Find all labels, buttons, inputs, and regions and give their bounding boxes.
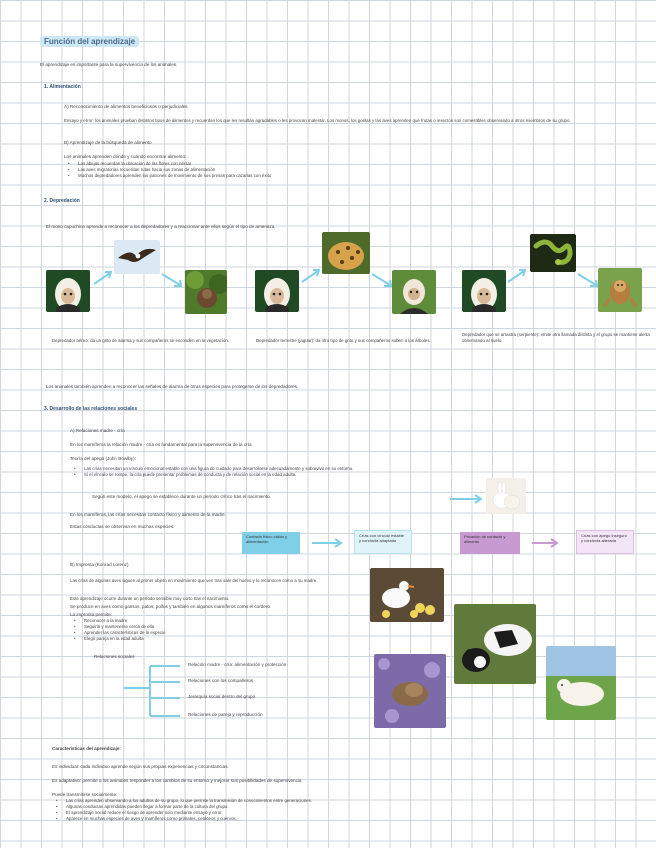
jaguar-photo [322,232,370,274]
relaciones-connector [120,660,184,720]
flow-box-contacto: Contacto físico cálido y alimentación [242,532,300,554]
s3-line-3: Teoría del apego (John Bowlby): [70,456,136,461]
impronta-list-label: La impronta permite: [70,612,113,617]
s4-bullet-list [52,798,312,822]
capuchin-alert-photo [392,270,436,314]
list-item: • Algunas conductas aprendidas pueden llegar a formar parte de la cultura del grupo. [52,804,312,810]
s3-line-4: Según este modelo, el apego se establece durante un período crítico tras el nacimiento. [92,494,272,499]
geese-photo [370,568,444,622]
rabbits-photo [486,478,526,514]
arrow-icon [310,538,344,548]
arrow-icon [300,268,322,284]
list-item: • Aprender las características de la especie [70,630,166,636]
arrow-icon [576,272,600,288]
s2-intro: El mono capuchino aprende a reconocer a los depredadores y a reaccionar ante ellos según el tipo de amenaza. [46,224,276,229]
rabbit-nest-photo [374,654,446,728]
list-item: • Elegir pareja en la edad adulta [70,636,166,642]
s3-bullet-list [70,466,353,478]
s1-paragraph: Ensayo y error: los animales prueban distintos tipos de alimentos y recuerdan los que les resultan agradables o les provocan malestar. Los monos, los gorilas y las aves aprenden qué frutas o insectos son comestibles observando a otros miembros de su grupo. [64,118,571,123]
list-item: • Aparece en muchas especies de aves y mamíferos como primates, cetáceos y cuervos. [52,816,312,822]
page-title: Función del aprendizaje [40,36,139,47]
arrow-icon [160,272,184,288]
list-item: • Reconocer a la madre [70,618,166,624]
caracteristica-3: Puede transmitirse socialmente: [52,792,118,797]
caracteristica-2: Es adaptativo: permite a los animales responder a los cambios de su entorno y mejorar sus posibilidades de supervivencia. [52,778,303,783]
impronta-paragraph-1: Las crías de algunas aves siguen al primer objeto en movimiento que ven tras salir del huevo y lo reconocen como a su madre. [70,578,318,583]
flow-box-vinculo: Crías con vínculo estable y conducta adaptada [354,530,412,554]
caption-aereo: Depredador aéreo: da un grito de alarma y sus compañeros se esconden en la vegetación. [52,338,229,343]
arrow-icon [92,270,114,286]
section-heading-relaciones: 3. Desarrollo de las relaciones sociales [44,406,138,412]
s1-line-2: B) Aprendizaje de la búsqueda de alimento [64,140,152,145]
s3-line-1: A) Relaciones madre - cría [70,428,125,433]
list-item: • El aprendizaje social reduce el riesgo de aprender solo mediante ensayo y error. [52,810,312,816]
s1-line-1: A) Reconocimiento de alimentos beneficiosos o perjudiciales [64,104,188,109]
s3-line-6: Estas conductas se observan en muchas especies: [70,524,175,529]
impronta-paragraph-2: Este aprendizaje ocurre durante un período sensible muy corto tras el nacimiento. [70,596,230,601]
impronta-bullet-list [70,618,166,642]
relaciones-item: Relación madre - cría: alimentación y protección [188,662,287,667]
impronta-paragraph-3: Se produce en aves como gansos, patos, pollos y también en algunos mamíferos como el cordero. [70,604,272,609]
monkey-watching-photo [598,268,642,312]
s2-summary: Los animales también aprenden a reconocer las señales de alarma de otras especies para protegerse de los depredadores. [46,384,299,389]
arrow-icon [370,272,394,288]
caption-terrestre: Depredador terrestre (jaguar): da otro tipo de grito y sus compañeros suben a los árboles. [256,338,431,343]
arrow-icon [530,538,560,548]
list-item: • Las aves migratorias recuerdan rutas hacia sus zonas de alimentación [64,167,271,173]
arrow-icon [506,268,528,284]
flow-box-inseguro: Crías con apego inseguro y conducta alterada [576,530,634,554]
lamb-photo [546,646,616,720]
caracteristicas-heading: Características del aprendizaje: [52,746,121,751]
relaciones-item: Relaciones de pareja y reproducción [188,712,263,717]
relaciones-item: Jerarquía social dentro del grupo [188,694,256,699]
capuchin-photo [46,270,90,312]
section-heading-depredacion: 2. Depredación [44,198,80,204]
list-item: • Las crías necesitan un vínculo emocional estable con una figura de cuidado para desarrollarse adecuadamente y sobrevivir en su entorno. [70,466,353,472]
monkey-hiding-photo [185,270,227,314]
flow-box-privacion: Privación de contacto y alimento [460,532,520,554]
s3-line-2: En los mamíferos la relación madre - cría es fundamental para la supervivencia de la cría. [70,442,253,447]
list-item: • Las abejas recuerdan la ubicación de las flores con néctar [64,161,271,167]
intro-text: El aprendizaje es importante para la supervivencia de los animales. [40,62,178,67]
s3-line-5: En los mamíferos, las crías necesitan contacto físico y alimento de la madre. [70,512,227,517]
capuchin-photo [462,270,506,312]
s1-line-3: Los animales aprenden dónde y cuándo encontrar alimento: [64,154,187,159]
relaciones-item: Relaciones con los compañeros [188,678,254,683]
caracteristica-1: Es individual: cada individuo aprende según sus propias experiencias y circunstancias. [52,764,229,769]
section-heading-alimentacion: 1. Alimentación [44,84,81,90]
caption-serpiente: Depredador que se arrastra (serpiente): emite otra llamada distinta y el grupo se mantiene alerta observando al suelo. [462,332,650,343]
list-item: • Las crías aprenden observando a los adultos de su grupo, lo que permite la transmisión de conocimientos entre generaciones. [52,798,312,804]
list-item: • Seguirla y mantenerse cerca de ella [70,624,166,630]
list-item: • Si el vínculo se rompe, la cría puede presentar problemas de conducta y de relación social en la edad adulta. [70,472,353,478]
relaciones-label: Relaciones sociales [94,654,135,659]
impronta-title: B) Impronta (Konrad Lorenz) [70,562,129,567]
cow-calf-photo [454,604,536,684]
arrow-icon [448,494,484,504]
eagle-photo [114,240,160,274]
list-item: • Muchos depredadores aprenden los patrones de movimiento de sus presas para cazarlas con éxito [64,173,271,179]
capuchin-photo [255,270,299,312]
snake-photo [530,234,576,272]
s1-bullet-list [64,161,271,179]
